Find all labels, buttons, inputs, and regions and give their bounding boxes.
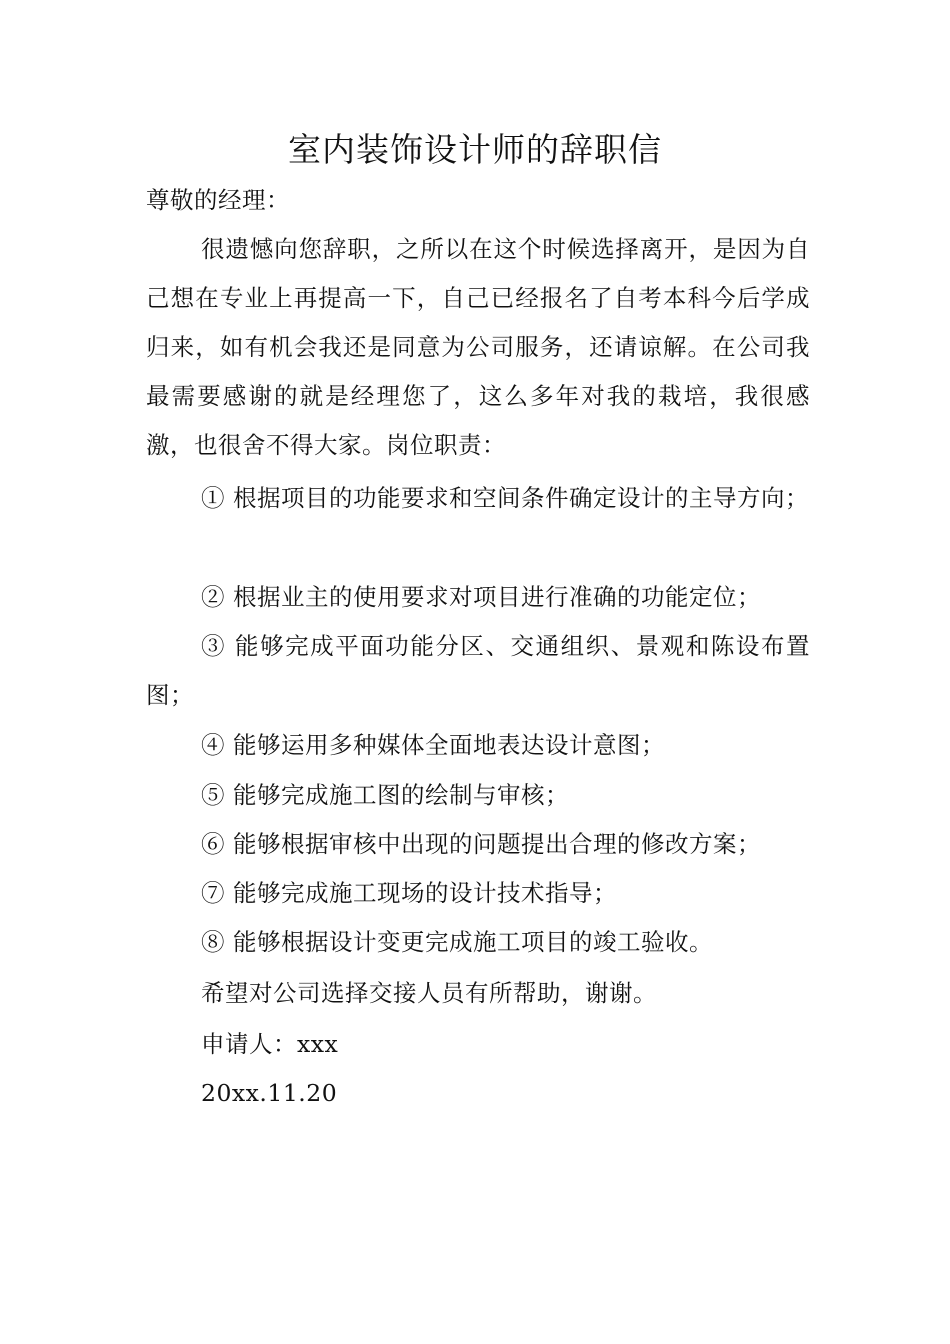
duty-item-6: ⑥ 能够根据审核中出现的问题提出合理的修改方案；: [201, 830, 761, 858]
applicant-line: 申请人：xxx: [201, 1030, 339, 1058]
duty-item-2: ② 根据业主的使用要求对项目进行准确的功能定位；: [201, 583, 761, 611]
closing-line: 希望对公司选择交接人员有所帮助，谢谢。: [201, 979, 657, 1007]
duty-item-8: ⑧ 能够根据设计变更完成施工项目的竣工验收。: [201, 928, 713, 956]
date-line: 20xx.11.20: [201, 1079, 338, 1107]
duty-item-3: ③ 能够完成平面功能分区、交通组织、景观和陈设布置图；: [146, 632, 810, 709]
duty-item-4: ④ 能够运用多种媒体全面地表达设计意图；: [201, 731, 665, 759]
salutation: 尊敬的经理：: [146, 186, 290, 214]
document-title: 室内装饰设计师的辞职信: [288, 130, 662, 169]
duty-item-1: ① 根据项目的功能要求和空间条件确定设计的主导方向；: [201, 484, 809, 512]
duty-item-7: ⑦ 能够完成施工现场的设计技术指导；: [201, 879, 617, 907]
body-paragraph: 很遗憾向您辞职，之所以在这个时候选择离开，是因为自己想在专业上再提高一下，自己已经报名了自考本科今后学成归来，如有机会我还是同意为公司服务，还请谅解。在公司我最需要感谢的就是经理您了，这么多年对我的栽培，我很感激，也很舍不得大家。岗位职责：: [146, 235, 810, 459]
duty-item-5: ⑤ 能够完成施工图的绘制与审核；: [201, 781, 569, 809]
